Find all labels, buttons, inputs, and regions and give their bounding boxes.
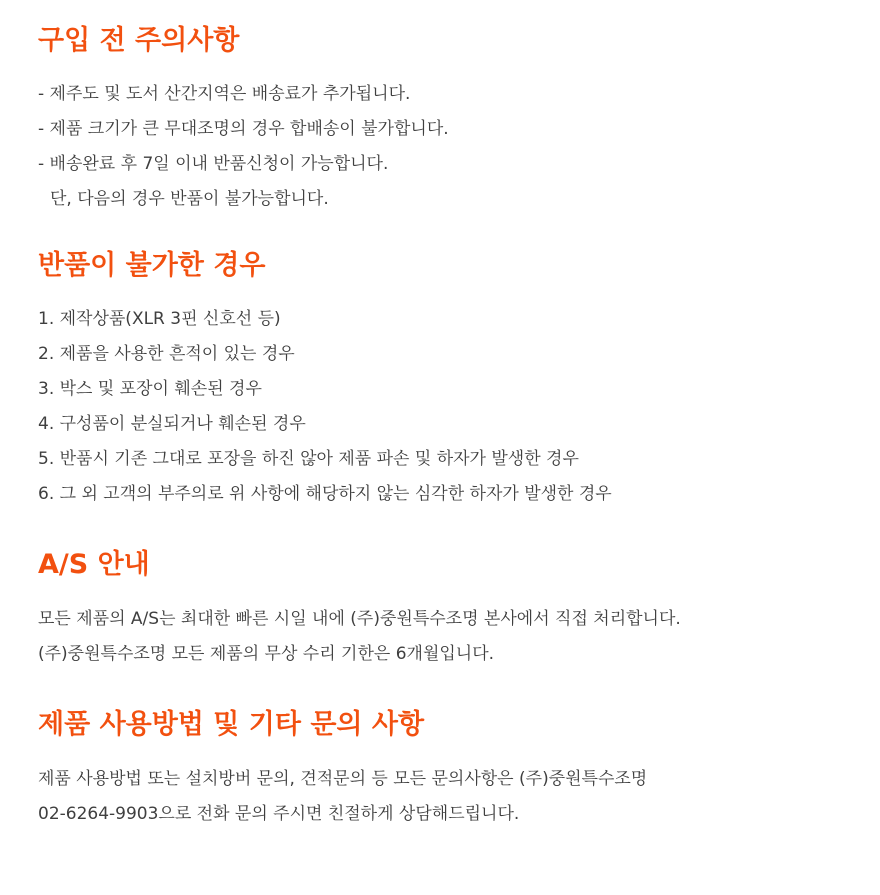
no-return-item: 6. 그 외 고객의 부주의로 위 사항에 해당하지 않는 심각한 하자가 발생한 경우 [38, 484, 612, 504]
no-return-item: 3. 박스 및 포장이 훼손된 경우 [38, 379, 262, 399]
purchase-notice-item: - 배송완료 후 7일 이내 반품신청이 가능합니다. [38, 154, 389, 174]
as-info-item: (주)중원특수조명 모든 제품의 무상 수리 기한은 6개월입니다. [38, 644, 495, 664]
as-info-title: A/S 안내 [38, 549, 150, 580]
inquiry-title: 제품 사용방법 및 기타 문의 사항 [38, 709, 425, 740]
purchase-notice-item: 단, 다음의 경우 반품이 불가능합니다. [50, 189, 329, 209]
as-info-item: 모든 제품의 A/S는 최대한 빠른 시일 내에 (주)중원특수조명 본사에서 직접 처리합니다. [38, 609, 681, 629]
as-info-section [38, 548, 860, 672]
no-return-title: 반품이 불가한 경우 [38, 250, 266, 281]
purchase-notice-section [38, 24, 860, 217]
purchase-notice-item: - 제주도 및 도서 산간지역은 배송료가 추가됩니다. [38, 84, 411, 104]
no-return-item: 2. 제품을 사용한 흔적이 있는 경우 [38, 344, 295, 364]
inquiry-list [38, 762, 860, 832]
inquiry-item: 제품 사용방법 또는 설치방버 문의, 견적문의 등 모든 문의사항은 (주)중원특수조명 [38, 769, 648, 789]
no-return-list [38, 302, 860, 512]
inquiry-section [38, 708, 860, 832]
no-return-section [38, 249, 860, 512]
inquiry-item: 02-6264-9903으로 전화 문의 주시면 친절하게 상담해드립니다. [38, 804, 520, 824]
no-return-item: 4. 구성품이 분실되거나 훼손된 경우 [38, 414, 306, 434]
purchase-notice-list [38, 77, 860, 217]
purchase-notice-title: 구입 전 주의사항 [38, 25, 240, 56]
purchase-notice-item: - 제품 크기가 큰 무대조명의 경우 합배송이 불가합니다. [38, 119, 449, 139]
as-info-list [38, 602, 860, 672]
no-return-item: 5. 반품시 기존 그대로 포장을 하진 않아 제품 파손 및 하자가 발생한 경우 [38, 449, 579, 469]
no-return-item: 1. 제작상품(XLR 3핀 신호선 등) [38, 309, 281, 329]
